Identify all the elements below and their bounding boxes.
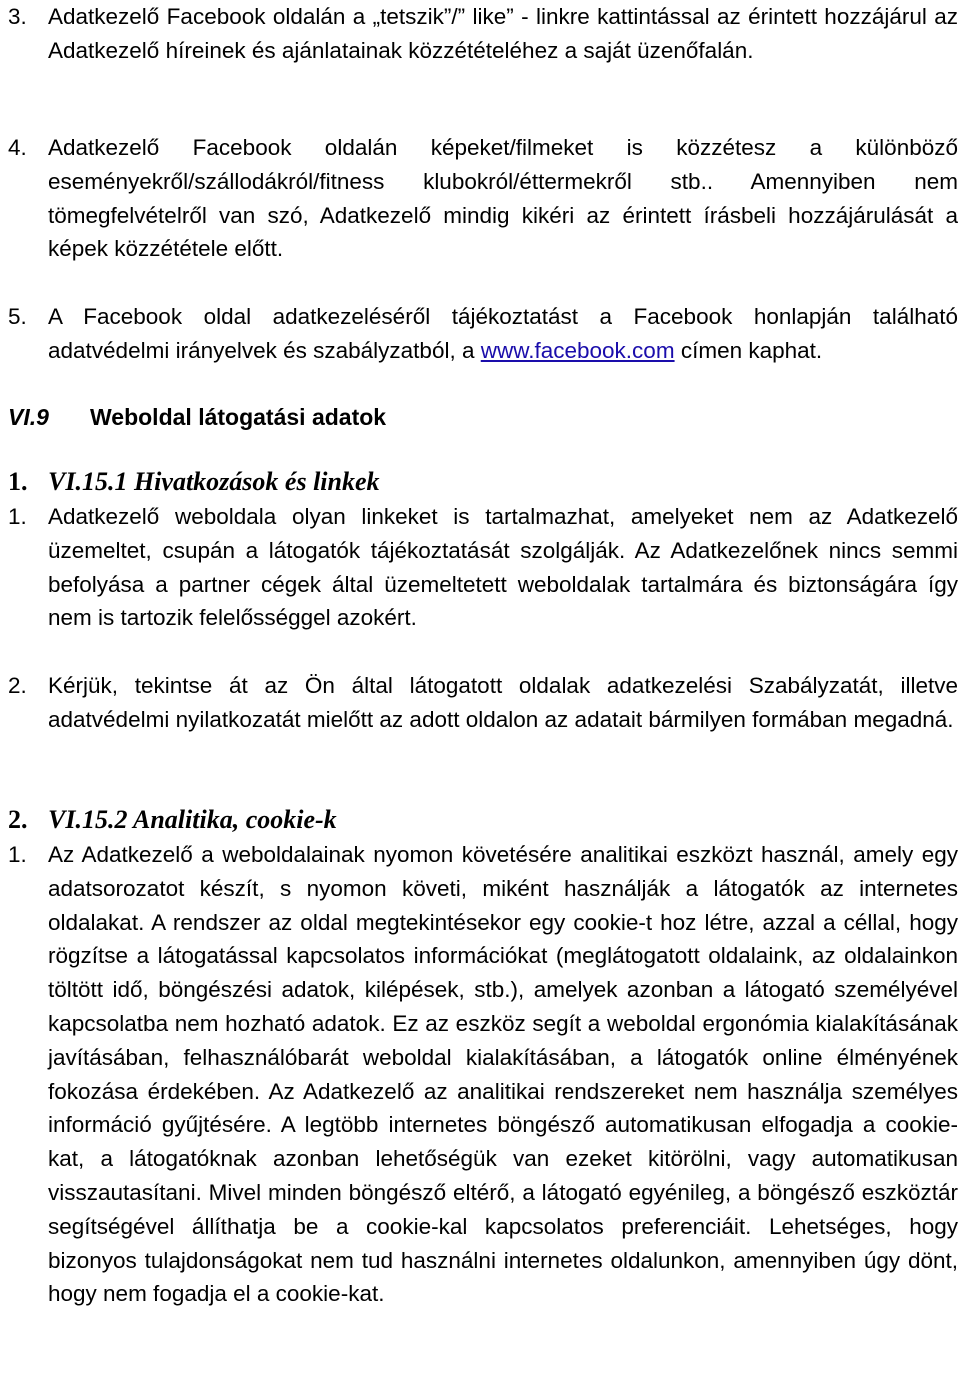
item-text-after-link: címen kaphat. [674,337,823,363]
item-number: 5. [8,304,27,329]
item-text: Kérjük, tekintse át az Ön által látogatott oldalak adatkezelési Szabályzatát, illetve adatvédelmi nyilatkozatát mielőtt az adott oldalon az adatait bármilyen formában megadná. [48,673,958,732]
subheading-links [8,466,380,498]
subheading-number: 2. [8,805,28,834]
item-text: Adatkezelő Facebook oldalán a „tetszik”/” like” - linkre kattintással az érintett hozzájárul az Adatkezelő híreinek és ajánlatainak közzétételéhez a saját üzenőfalán. [48,4,958,63]
subheading-title: VI.15.1 Hivatkozások és linkek [48,467,380,496]
item-text: Adatkezelő Facebook oldalán képeket/filmeket is közzétesz a különböző eseményekről/szállodákról/fitness klubokról/éttermekről stb.. Amennyiben nem tömegfelvételről van szó, Adatkezelő mindig kikéri az érintett írásbeli hozzájárulását a képek közzététele előtt. [48,135,958,262]
item-number: 1. [8,504,27,529]
list-item-analytics-1 [8,838,958,1311]
list-item-3 [8,0,958,68]
item-text: Adatkezelő weboldala olyan linkeket is tartalmazhat, amelyeket nem az Adatkezelő üzemeltet, csupán a látogatók tájékoztatását szolgálják. Az Adatkezelőnek nincs semmi befolyása a partner cégek által üzemeltetett weboldalak tartalmára és biztonságára így nem is tartozik felelősséggel azokért. [48,504,958,631]
list-item-5 [8,300,958,368]
section-number: VI.9 [8,404,49,430]
section-heading [8,400,386,434]
section-title: Weboldal látogatási adatok [90,404,387,430]
subheading-title: VI.15.2 Analitika, cookie-k [48,805,337,834]
subheading-number: 1. [8,467,28,496]
facebook-link[interactable]: www.facebook.com [480,337,675,363]
item-number: 3. [8,4,27,29]
list-item-4 [8,131,958,266]
subheading-analytics [8,804,337,836]
list-item-links-1 [8,500,958,635]
item-number: 4. [8,135,27,160]
item-text: Az Adatkezelő a weboldalainak nyomon követésére analitikai eszközt használ, amely egy adatsorozatot készít, s nyomon követi, miként használják a látogatók az internetes oldalakat. A rendszer az oldal megtekintésekor egy cookie-t hoz létre, azzal a céllal, hogy rögzítse a látogatással kapcsolatos információkat (meglátogatott oldalaink, az oldalainkon töltött idő, böngészési adatok, kilépések, stb.), amelyek azonban a látogató személyével kapcsolatba nem hozható adatok. Ez az eszköz segít a weboldal ergonómia kialakításának javításában, felhasználóbarát weboldal kialakításában, a látogatók online élményének fokozása érdekében. Az Adatkezelő az analitikai rendszereket nem használja személyes információ gyűjtésére. A legtöbb internetes böngésző automatikusan elfogadja a cookie-kat, a látogatóknak azonban lehetőségük van ezeket kitörölni, vagy automatikusan visszautasítani. Mivel minden böngésző eltérő, a látogató egyénileg, a böngésző eszköztár segítségével állíthatja be a cookie-kal kapcsolatos preferenciáit. Lehetséges, hogy bizonyos tulajdonságokat nem tud használni internetes oldalunkon, amennyiben úgy dönt, hogy nem fogadja el a cookie-kat. [48,842,958,1307]
item-text-before-link: A Facebook oldal adatkezeléséről tájékoztatást a Facebook honlapján található adatvédelmi irányelvek és szabályzatból, a [48,304,958,363]
item-number: 2. [8,673,27,698]
item-number: 1. [8,842,27,867]
list-item-links-2 [8,669,958,737]
